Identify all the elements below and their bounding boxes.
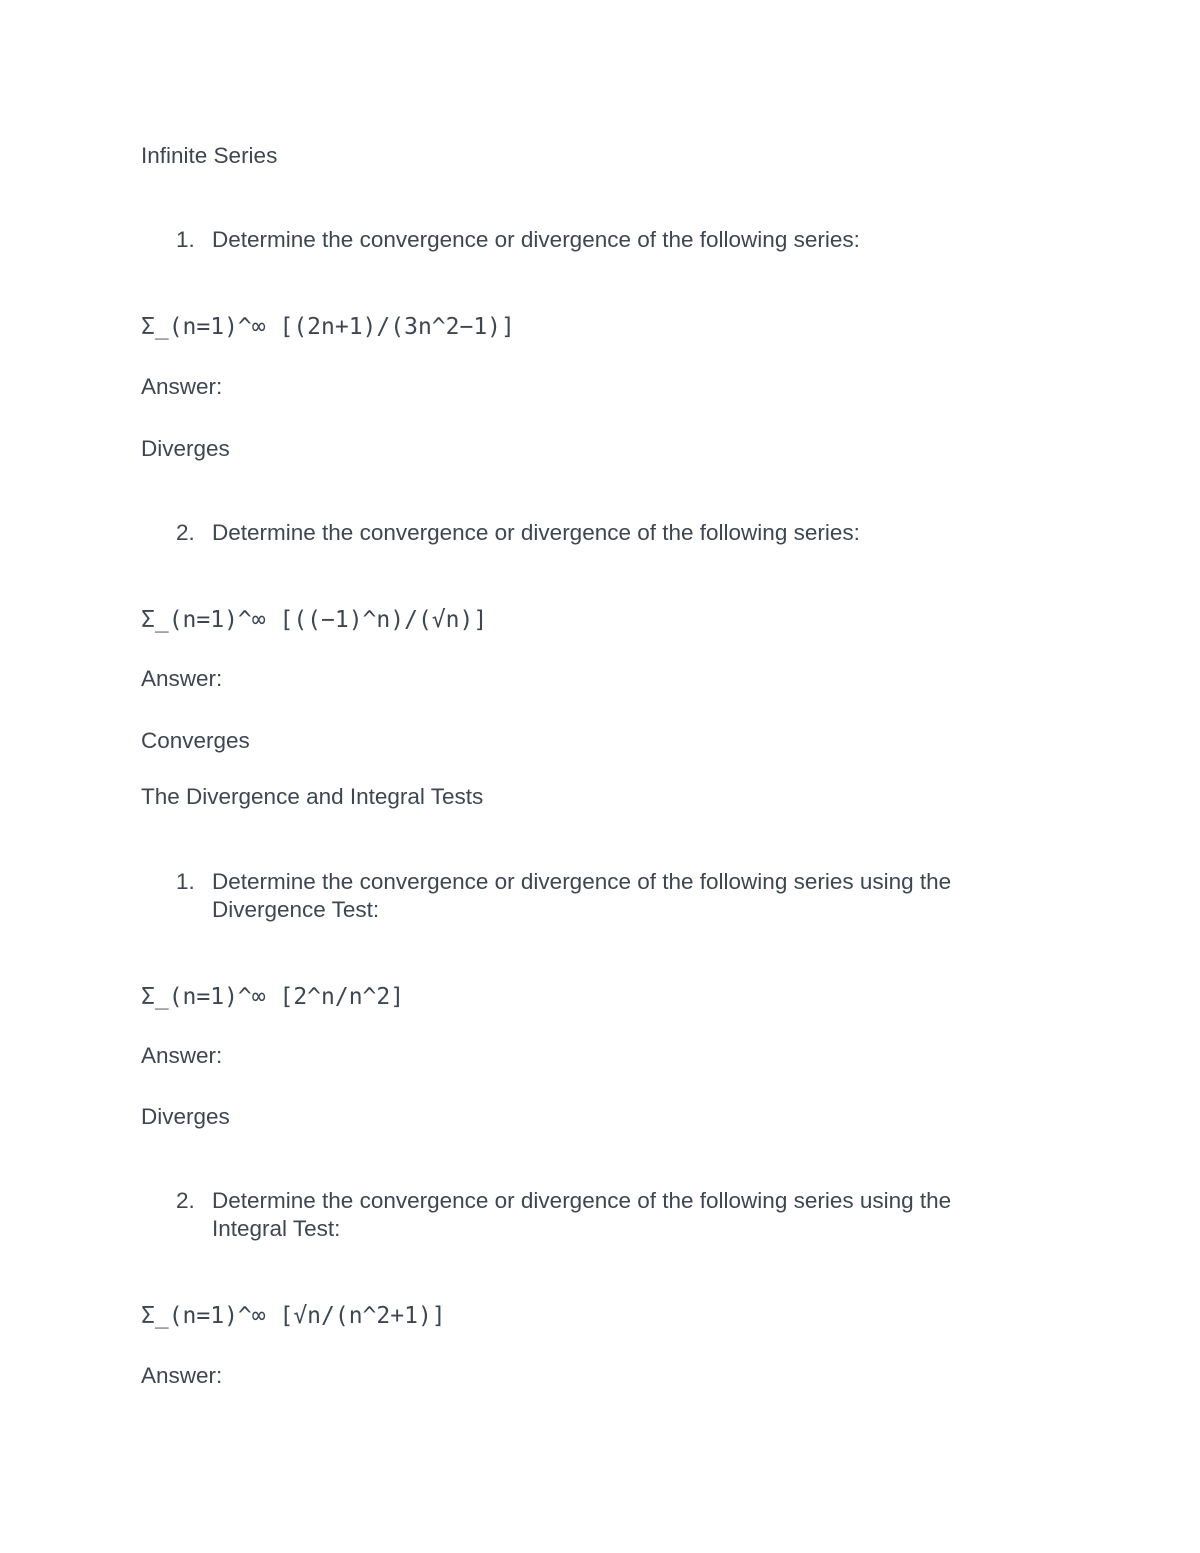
problem-3-answer-label: Answer: xyxy=(141,1043,223,1068)
problem-1-question xyxy=(176,226,1006,254)
problem-3-answer: Diverges xyxy=(141,1104,230,1129)
problem-number: 1. xyxy=(176,227,195,252)
problem-2-answer-label: Answer: xyxy=(141,666,223,691)
problem-3-formula: Σ_(n=1)^∞ [2^n/n^2] xyxy=(141,984,405,1010)
problem-4-question xyxy=(176,1187,1006,1243)
problem-question-text: Determine the convergence or divergence of the following series: xyxy=(212,227,860,252)
problem-1-answer-label: Answer: xyxy=(141,374,223,399)
problem-question-text: Determine the convergence or divergence of the following series using the Integral Test: xyxy=(212,1188,952,1241)
problem-4-formula: Σ_(n=1)^∞ [√n/(n^2+1)] xyxy=(141,1303,446,1329)
problem-2-formula: Σ_(n=1)^∞ [((−1)^n)/(√n)] xyxy=(141,607,488,633)
section-title-divergence-integral-tests: The Divergence and Integral Tests xyxy=(141,784,484,809)
problem-number: 1. xyxy=(176,869,195,894)
problem-3-question xyxy=(176,868,1006,924)
problem-number: 2. xyxy=(176,1188,195,1213)
problem-number: 2. xyxy=(176,520,195,545)
problem-4-answer-label: Answer: xyxy=(141,1363,223,1388)
problem-1-answer: Diverges xyxy=(141,436,230,461)
problem-1-formula: Σ_(n=1)^∞ [(2n+1)/(3n^2−1)] xyxy=(141,314,515,340)
problem-question-text: Determine the convergence or divergence of the following series: xyxy=(212,520,860,545)
problem-2-question xyxy=(176,519,1006,547)
section-title-infinite-series: Infinite Series xyxy=(141,143,278,168)
problem-2-answer: Converges xyxy=(141,728,250,753)
problem-question-text: Determine the convergence or divergence of the following series using the Divergence Test: xyxy=(212,869,952,922)
